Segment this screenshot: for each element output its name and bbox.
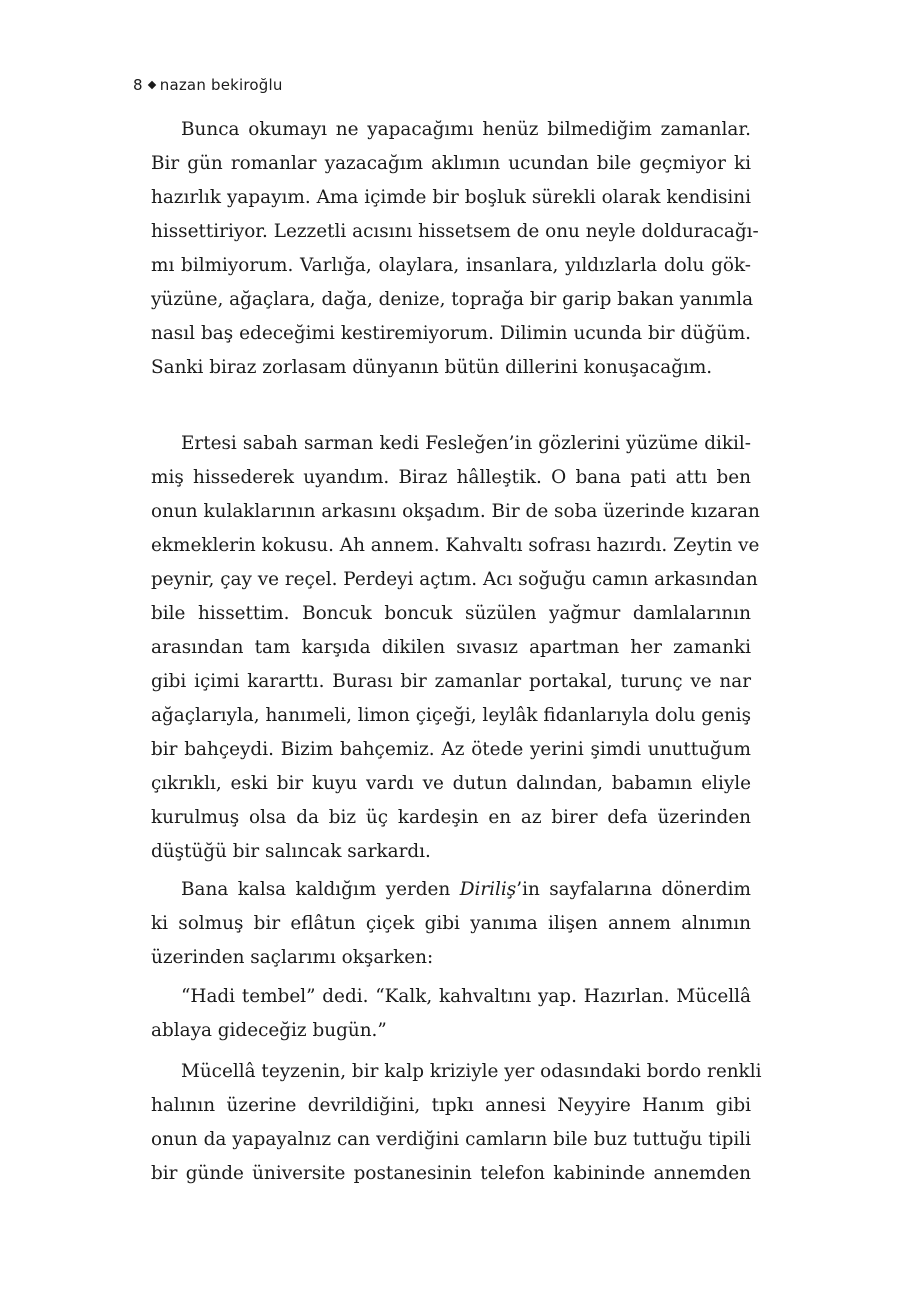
paragraph-4	[151, 980, 751, 1048]
text-line	[151, 873, 751, 907]
text-line: “Hadi tembel” dedi. “Kalk, kahvaltını yap. Hazırlan. Mücellâ	[181, 986, 751, 1007]
paragraph-2	[151, 427, 760, 869]
paragraph-5	[151, 1055, 762, 1191]
text-line: gibi içimi kararttı. Burası bir zamanlar portakal, turunç ve nar	[151, 671, 751, 692]
text-line: bir bahçeydi. Bizim bahçemiz. Az ötede yerini şimdi unuttuğum	[151, 739, 751, 760]
text-line: Ertesi sabah sarman kedi Fesleğen’in gözlerini yüzüme dikil-	[181, 433, 751, 454]
text-line: çıkrıklı, eski bir kuyu vardı ve dutun dalından, babamın eliyle	[151, 773, 751, 794]
text-run: Bana kalsa kaldığım yerden	[181, 879, 460, 900]
text-line: halının üzerine devrildiğini, tıpkı annesi Neyyire Hanım gibi	[151, 1095, 751, 1116]
text-line: bir günde üniversite postanesinin telefon kabininde annemden	[151, 1163, 751, 1184]
text-line: ağaçlarıyla, hanımeli, limon çiçeği, leylâk fidanlarıyla dolu geniş	[151, 705, 752, 726]
text-line: yüzüne, ağaçlara, dağa, denize, toprağa bir garip bakan yanımla	[151, 289, 754, 310]
text-line: ablaya gideceğiz bugün.”	[151, 1020, 387, 1041]
text-line: peynir, çay ve reçel. Perdeyi açtım. Acı soğuğu camın arkasından	[151, 569, 758, 590]
book-title: Diriliş	[459, 879, 517, 900]
running-head	[133, 76, 283, 94]
text-line: mı bilmiyorum. Varlığa, olaylara, insanlara, yıldızlarla dolu gök-	[151, 255, 751, 276]
text-line: onun kulaklarının arkasını okşadım. Bir de soba üzerinde kızaran	[151, 501, 760, 522]
author-name: nazan bekiroğlu	[159, 76, 283, 94]
page-number: 8	[133, 76, 143, 94]
paragraph-3	[151, 873, 751, 975]
text-line: miş hissederek uyandım. Biraz hâlleştik. O bana pati attı ben	[151, 467, 751, 488]
text-line: Bir gün romanlar yazacağım aklımın ucundan bile geçmiyor ki	[151, 153, 751, 174]
text-line: Sanki biraz zorlasam dünyanın bütün dillerini konuşacağım.	[151, 357, 713, 378]
text-line: üzerinden saçlarımı okşarken:	[151, 947, 434, 968]
text-line: bile hissettim. Boncuk boncuk süzülen yağmur damlalarının	[151, 603, 751, 624]
diamond-bullet-icon	[148, 80, 156, 88]
paragraph-1	[151, 113, 759, 385]
text-line: ekmeklerin kokusu. Ah annem. Kahvaltı sofrası hazırdı. Zeytin ve	[151, 535, 760, 556]
text-line: arasından tam karşıda dikilen sıvasız apartman her zamanki	[151, 637, 751, 658]
text-line: hazırlık yapayım. Ama içimde bir boşluk sürekli olarak kendisini	[151, 187, 751, 208]
text-line: Bunca okumayı ne yapacağımı henüz bilmediğim zamanlar.	[181, 119, 751, 140]
text-line: hissettiriyor. Lezzetli acısını hissetsem de onu neyle dolduracağı-	[151, 221, 759, 242]
text-line: ki solmuş bir eflâtun çiçek gibi yanıma ilişen annem alnımın	[151, 913, 751, 934]
text-line: onun da yapayalnız can verdiğini camların bile buz tuttuğu tipili	[151, 1129, 751, 1150]
text-run: ’in sayfalarına dönerdim	[516, 879, 751, 900]
text-line: kurulmuş olsa da biz üç kardeşin en az birer defa üzerinden	[151, 807, 751, 828]
text-line: nasıl baş edeceğimi kestiremiyorum. Dilimin ucunda bir düğüm.	[151, 323, 751, 344]
text-line: düştüğü bir salıncak sarkardı.	[151, 841, 431, 862]
text-line: Mücellâ teyzenin, bir kalp kriziyle yer odasındaki bordo renkli	[181, 1061, 762, 1082]
